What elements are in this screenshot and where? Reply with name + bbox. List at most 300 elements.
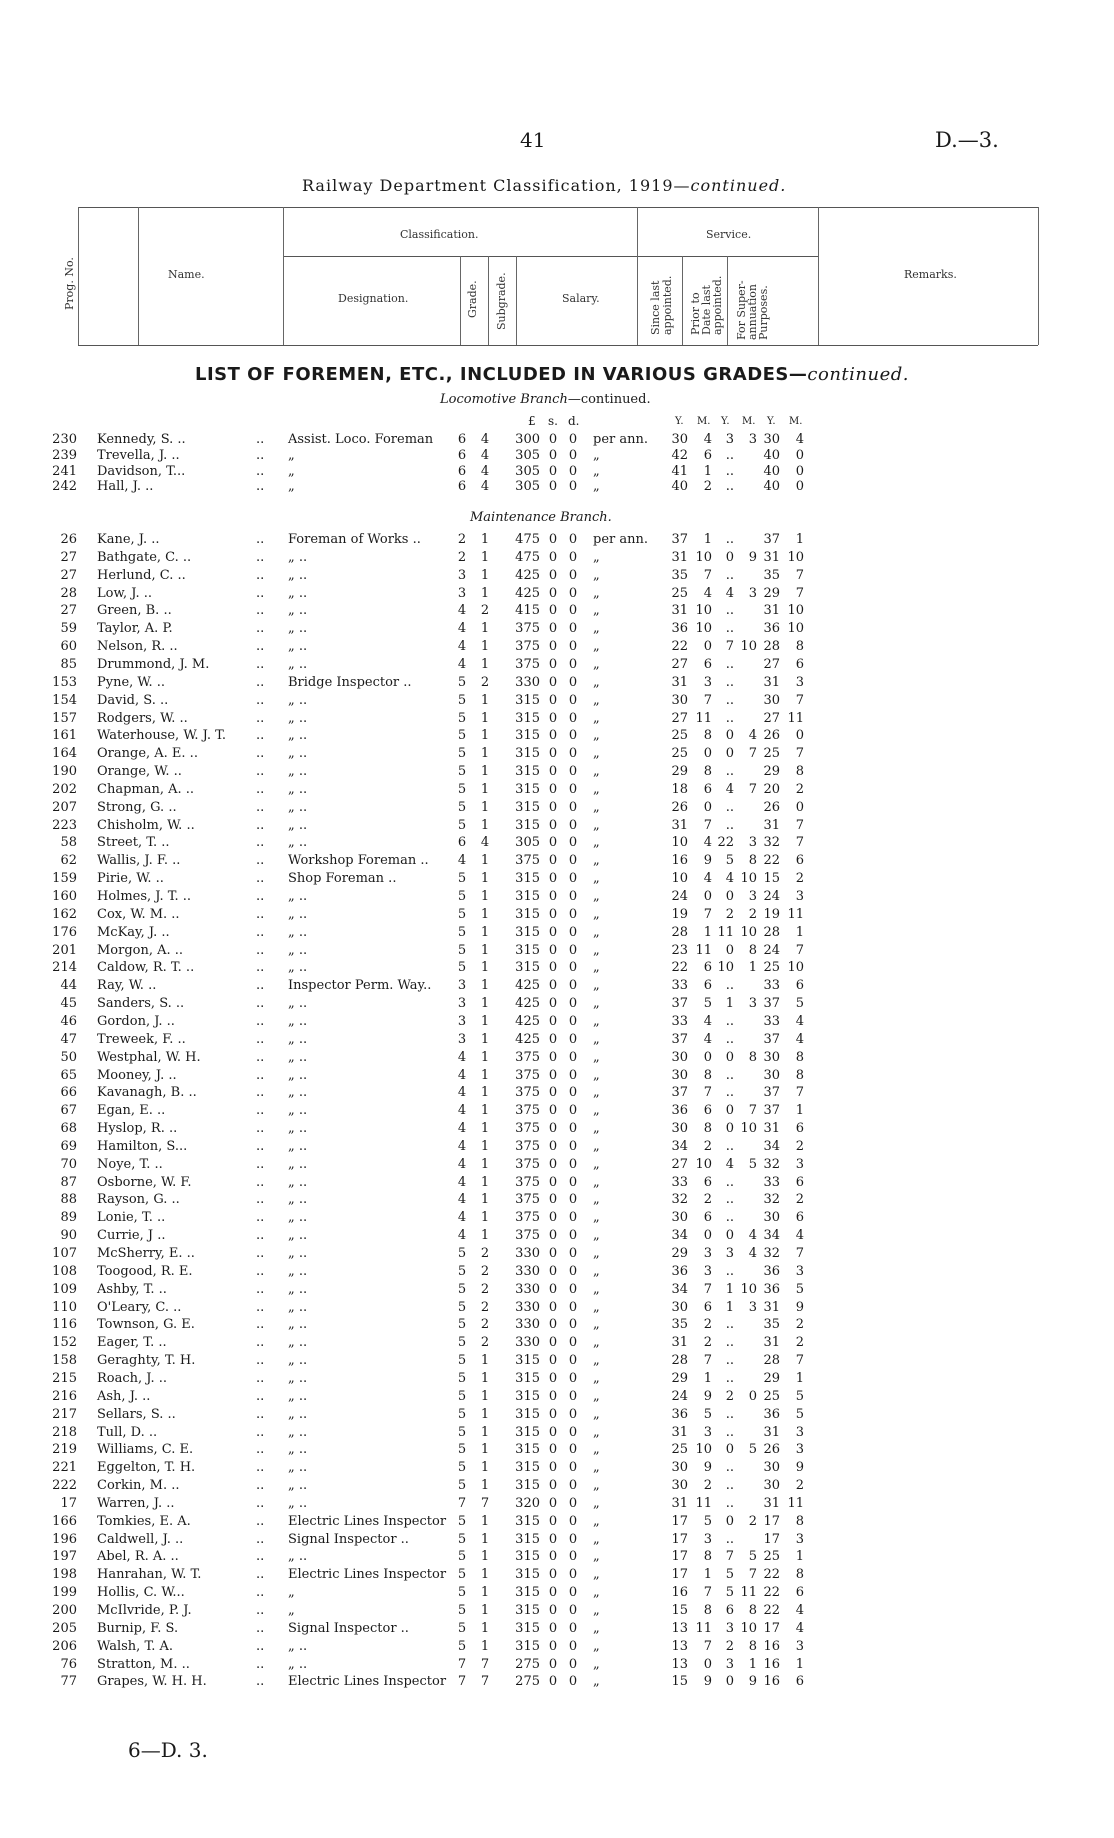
cell-salary-shillings: 0 — [548, 549, 558, 565]
cell-grade: 4 — [457, 603, 467, 619]
cell-designation: „ .. — [288, 1192, 308, 1208]
cell-prog-no: 50 — [60, 1049, 77, 1065]
cell-salary-pounds: 425 — [515, 585, 540, 601]
cell-since-years: 17 — [671, 1549, 688, 1565]
cell-super-months: 7 — [795, 746, 804, 762]
cell-name: Roach, J. .. — [97, 1370, 168, 1386]
cell-grade: 5 — [457, 1317, 467, 1333]
cell-prior-years: .. — [725, 1263, 734, 1279]
cell-subgrade: 1 — [480, 1085, 490, 1101]
cell-super-years: 26 — [763, 799, 780, 815]
cell-salary-pence: 0 — [568, 1495, 578, 1511]
cell-grade: 4 — [457, 1085, 467, 1101]
cell-name: Tomkies, E. A. — [97, 1513, 191, 1529]
cell-prior-years: 0 — [725, 942, 734, 958]
cell-salary-pence: 0 — [568, 728, 578, 744]
cell-salary-pence: 0 — [568, 447, 578, 463]
cell-salary-pence: 0 — [568, 1067, 578, 1083]
cell-subgrade: 1 — [480, 1228, 490, 1244]
cell-prior-months: 9 — [748, 1674, 757, 1690]
cell-name: Mooney, J. .. — [97, 1067, 177, 1083]
cell-super-months: 5 — [795, 1406, 804, 1422]
list-heading — [195, 364, 909, 385]
cell-leader-dots: .. — [256, 817, 265, 833]
cell-salary-period: per ann. — [593, 432, 648, 447]
cell-leader-dots: .. — [256, 746, 265, 762]
cell-super-months: 6 — [795, 1121, 804, 1137]
cell-super-months: 6 — [795, 978, 804, 994]
cell-since-years: 10 — [671, 835, 688, 851]
cell-salary-pounds: 330 — [515, 674, 540, 690]
cell-name: Hollis, C. W... — [97, 1585, 185, 1601]
cell-name: Abel, R. A. .. — [97, 1549, 179, 1565]
cell-salary-pounds: 375 — [515, 1067, 540, 1083]
cell-designation: „ — [288, 463, 295, 479]
cell-name: Eager, T. .. — [97, 1335, 167, 1351]
cell-prior-years: 3 — [725, 1246, 734, 1261]
cell-salary-shillings: 0 — [548, 1585, 558, 1601]
cell-subgrade: 1 — [480, 1370, 490, 1386]
cell-designation: „ .. — [288, 889, 308, 904]
cell-prior-years: .. — [725, 1317, 734, 1333]
cell-since-years: 40 — [671, 479, 688, 495]
cell-name: Hamilton, S... — [97, 1138, 188, 1154]
cell-since-years: 30 — [671, 1460, 688, 1476]
cell-super-years: 31 — [763, 1424, 780, 1440]
cell-salary-pounds: 315 — [515, 764, 540, 780]
cell-prior-years: 0 — [725, 1121, 734, 1137]
cell-grade: 5 — [457, 746, 467, 762]
cell-salary-period: „ — [593, 585, 600, 601]
cell-since-months: 8 — [703, 1603, 712, 1618]
cell-salary-pence: 0 — [568, 1656, 578, 1672]
cell-prior-months: 8 — [748, 1638, 757, 1654]
cell-subgrade: 1 — [480, 1585, 490, 1601]
cell-name: Orange, A. E. .. — [97, 746, 198, 762]
cell-name: Lonie, T. .. — [97, 1210, 166, 1226]
cell-prior-months: 10 — [740, 871, 757, 887]
cell-name: Taylor, A. P. — [97, 621, 173, 637]
cell-name: Caldow, R. T. .. — [97, 960, 195, 976]
cell-leader-dots: .. — [256, 924, 265, 940]
cell-salary-pounds: 315 — [515, 710, 540, 726]
cell-leader-dots: .. — [256, 1603, 265, 1618]
cell-prior-months: 7 — [748, 1567, 757, 1583]
cell-subgrade: 4 — [480, 479, 490, 495]
cell-prog-no: 223 — [52, 817, 77, 833]
cell-since-months: 0 — [703, 1049, 712, 1065]
cell-prior-years: 22 — [717, 835, 734, 851]
cell-since-years: 18 — [671, 781, 688, 797]
cell-salary-period: „ — [593, 835, 600, 851]
cell-name: Hall, J. .. — [97, 479, 154, 495]
cell-since-years: 25 — [671, 728, 688, 744]
cell-subgrade: 1 — [480, 1103, 490, 1119]
cell-leader-dots: .. — [256, 1103, 265, 1119]
cell-designation: „ .. — [288, 799, 308, 815]
cell-super-months: 5 — [795, 1388, 804, 1404]
cell-leader-dots: .. — [256, 960, 265, 976]
cell-salary-pounds: 320 — [515, 1495, 540, 1511]
cell-salary-period: „ — [593, 1567, 600, 1583]
cell-salary-period: „ — [593, 1495, 600, 1511]
cell-super-years: 30 — [763, 1478, 780, 1494]
cell-salary-pence: 0 — [568, 1031, 578, 1047]
cell-salary-pence: 0 — [568, 871, 578, 887]
cell-since-months: 0 — [703, 746, 712, 762]
cell-super-months: 7 — [795, 835, 804, 851]
cell-grade: 5 — [457, 1370, 467, 1386]
cell-subgrade: 1 — [480, 1603, 490, 1618]
cell-super-years: 36 — [763, 1406, 780, 1422]
cell-salary-pence: 0 — [568, 1299, 578, 1315]
cell-prog-no: 162 — [52, 906, 77, 922]
cell-salary-period: „ — [593, 549, 600, 565]
cell-leader-dots: .. — [256, 1638, 265, 1654]
cell-since-months: 11 — [695, 942, 712, 958]
cell-since-months: 0 — [703, 1656, 712, 1672]
cell-salary-pence: 0 — [568, 1263, 578, 1279]
cell-super-years: 30 — [763, 1460, 780, 1476]
cell-salary-shillings: 0 — [548, 781, 558, 797]
cell-leader-dots: .. — [256, 567, 265, 583]
header-superannuation: For Super- annuation Purposes. — [735, 280, 770, 340]
cell-since-months: 10 — [695, 621, 712, 637]
cell-designation: „ .. — [288, 1103, 308, 1119]
cell-super-months: 8 — [795, 1049, 804, 1065]
cell-salary-shillings: 0 — [548, 1192, 558, 1208]
cell-salary-pence: 0 — [568, 817, 578, 833]
cell-since-years: 42 — [671, 447, 688, 463]
cell-salary-shillings: 0 — [548, 1478, 558, 1494]
cell-prog-no: 28 — [60, 585, 77, 601]
cell-name: Herlund, C. .. — [97, 567, 186, 583]
cell-salary-pounds: 425 — [515, 978, 540, 994]
cell-grade: 3 — [457, 978, 467, 994]
cell-prior-years: 11 — [717, 924, 734, 940]
cell-grade: 5 — [457, 1620, 467, 1636]
cell-prog-no: 242 — [52, 479, 77, 495]
cell-salary-pence: 0 — [568, 567, 578, 583]
cell-name: Pyne, W. .. — [97, 674, 166, 690]
cell-salary-period: „ — [593, 1013, 600, 1029]
cell-since-months: 9 — [703, 1388, 712, 1404]
cell-salary-pounds: 375 — [515, 1192, 540, 1208]
cell-grade: 5 — [457, 1281, 467, 1297]
cell-since-months: 2 — [703, 1138, 712, 1154]
cell-salary-period: „ — [593, 1335, 600, 1351]
cell-salary-period: „ — [593, 603, 600, 619]
cell-since-months: 4 — [703, 871, 712, 887]
cell-since-months: 1 — [703, 532, 712, 547]
cell-super-months: 10 — [787, 603, 804, 619]
cell-salary-period: „ — [593, 906, 600, 922]
cell-grade: 4 — [457, 1192, 467, 1208]
cell-prior-years: 0 — [725, 728, 734, 744]
cell-name: Gordon, J. .. — [97, 1013, 175, 1029]
cell-salary-pounds: 300 — [515, 432, 540, 447]
cell-prog-no: 216 — [52, 1388, 77, 1404]
cell-grade: 4 — [457, 1121, 467, 1137]
cell-since-years: 28 — [671, 1353, 688, 1369]
cell-designation: „ .. — [288, 1121, 308, 1137]
cell-leader-dots: .. — [256, 1031, 265, 1047]
cell-prior-months: 9 — [748, 549, 757, 565]
cell-subgrade: 4 — [480, 463, 490, 479]
cell-super-months: 4 — [795, 1620, 804, 1636]
cell-salary-shillings: 0 — [548, 1210, 558, 1226]
cell-prior-years: 4 — [725, 871, 734, 887]
cell-salary-pounds: 315 — [515, 1424, 540, 1440]
cell-salary-pounds: 330 — [515, 1246, 540, 1261]
cell-name: Burnip, F. S. — [97, 1620, 179, 1636]
cell-super-years: 30 — [763, 1067, 780, 1083]
cell-since-years: 25 — [671, 585, 688, 601]
cell-since-months: 8 — [703, 728, 712, 744]
cell-super-months: 11 — [787, 710, 804, 726]
cell-designation: „ .. — [288, 603, 308, 619]
cell-subgrade: 1 — [480, 889, 490, 904]
list-heading-continued: continued. — [807, 364, 909, 385]
cell-super-years: 30 — [763, 1049, 780, 1065]
cell-subgrade: 1 — [480, 1174, 490, 1190]
cell-salary-shillings: 0 — [548, 942, 558, 958]
cell-prior-years: .. — [725, 1370, 734, 1386]
cell-salary-period: „ — [593, 1513, 600, 1529]
cell-salary-pounds: 315 — [515, 960, 540, 976]
cell-salary-pence: 0 — [568, 1674, 578, 1690]
cell-name: Toogood, R. E. — [97, 1263, 193, 1279]
cell-salary-pounds: 315 — [515, 1620, 540, 1636]
cell-salary-pounds: 375 — [515, 1228, 540, 1244]
cell-since-years: 23 — [671, 942, 688, 958]
cell-since-years: 30 — [671, 1067, 688, 1083]
cell-salary-shillings: 0 — [548, 906, 558, 922]
cell-prior-years: .. — [725, 1460, 734, 1476]
cell-leader-dots: .. — [256, 728, 265, 744]
cell-since-years: 13 — [671, 1620, 688, 1636]
cell-prog-no: 116 — [52, 1317, 77, 1333]
cell-since-months: 3 — [703, 1531, 712, 1547]
cell-leader-dots: .. — [256, 1210, 265, 1226]
cell-subgrade: 1 — [480, 1620, 490, 1636]
cell-prior-months: 8 — [748, 1049, 757, 1065]
cell-prog-no: 69 — [60, 1138, 77, 1154]
cell-super-years: 22 — [763, 1585, 780, 1601]
cell-name: Nelson, R. .. — [97, 639, 178, 655]
unit-months-1: M. — [697, 416, 711, 427]
cell-salary-period: „ — [593, 942, 600, 958]
cell-super-years: 32 — [763, 1246, 780, 1261]
cell-designation: „ .. — [288, 728, 308, 744]
cell-leader-dots: .. — [256, 674, 265, 690]
unit-months-3: M. — [789, 416, 803, 427]
cell-salary-shillings: 0 — [548, 1031, 558, 1047]
cell-prior-months: 0 — [748, 1388, 757, 1404]
cell-salary-pounds: 375 — [515, 853, 540, 869]
cell-prior-years: 5 — [725, 1567, 734, 1583]
cell-salary-pence: 0 — [568, 656, 578, 672]
cell-super-years: 40 — [763, 447, 780, 463]
cell-since-years: 37 — [671, 532, 688, 547]
cell-super-months: 4 — [795, 1228, 804, 1244]
cell-super-months: 9 — [795, 1460, 804, 1476]
cell-salary-shillings: 0 — [548, 1138, 558, 1154]
cell-salary-period: „ — [593, 1317, 600, 1333]
cell-since-months: 6 — [703, 656, 712, 672]
cell-designation: „ .. — [288, 1388, 308, 1404]
cell-leader-dots: .. — [256, 1228, 265, 1244]
cell-prior-years: .. — [725, 621, 734, 637]
cell-salary-shillings: 0 — [548, 1513, 558, 1529]
section-locomotive-cont: —continued. — [567, 392, 651, 407]
cell-prog-no: 66 — [60, 1085, 77, 1101]
cell-salary-pounds: 315 — [515, 728, 540, 744]
cell-since-months: 6 — [703, 1103, 712, 1119]
cell-name: Caldwell, J. .. — [97, 1531, 184, 1547]
cell-prog-no: 241 — [52, 463, 77, 479]
cell-since-years: 30 — [671, 1121, 688, 1137]
cell-leader-dots: .. — [256, 835, 265, 851]
cell-grade: 5 — [457, 1603, 467, 1618]
cell-since-years: 32 — [671, 1192, 688, 1208]
cell-prog-no: 62 — [60, 853, 77, 869]
cell-name: Rayson, G. .. — [97, 1192, 180, 1208]
cell-prior-months: 3 — [748, 889, 757, 904]
cell-name: Cox, W. M. .. — [97, 906, 180, 922]
cell-super-years: 37 — [763, 1085, 780, 1101]
cell-name: Currie, J .. — [97, 1228, 166, 1244]
cell-subgrade: 7 — [480, 1656, 490, 1672]
cell-salary-shillings: 0 — [548, 1460, 558, 1476]
cell-prior-years: 3 — [725, 432, 734, 447]
cell-salary-pounds: 330 — [515, 1281, 540, 1297]
cell-since-months: 4 — [703, 585, 712, 601]
cell-designation: „ .. — [288, 1174, 308, 1190]
cell-salary-pounds: 415 — [515, 603, 540, 619]
cell-grade: 5 — [457, 924, 467, 940]
cell-salary-pounds: 315 — [515, 1442, 540, 1458]
cell-designation: „ .. — [288, 781, 308, 797]
cell-leader-dots: .. — [256, 1674, 265, 1690]
cell-since-years: 13 — [671, 1656, 688, 1672]
cell-subgrade: 4 — [480, 432, 490, 447]
cell-since-months: 11 — [695, 710, 712, 726]
cell-super-months: 6 — [795, 1674, 804, 1690]
cell-subgrade: 1 — [480, 1406, 490, 1422]
cell-designation: „ .. — [288, 1138, 308, 1154]
cell-salary-period: „ — [593, 1531, 600, 1547]
cell-super-years: 36 — [763, 1281, 780, 1297]
cell-salary-pence: 0 — [568, 1103, 578, 1119]
cell-prog-no: 67 — [60, 1103, 77, 1119]
page-footer: 6—D. 3. — [128, 1738, 208, 1762]
cell-subgrade: 1 — [480, 1210, 490, 1226]
cell-leader-dots: .. — [256, 942, 265, 958]
cell-leader-dots: .. — [256, 1424, 265, 1440]
cell-since-years: 36 — [671, 621, 688, 637]
cell-subgrade: 1 — [480, 549, 490, 565]
cell-since-years: 24 — [671, 889, 688, 904]
cell-since-years: 37 — [671, 1085, 688, 1101]
cell-salary-pence: 0 — [568, 1281, 578, 1297]
cell-super-months: 0 — [795, 799, 804, 815]
cell-prog-no: 159 — [52, 871, 77, 887]
cell-salary-shillings: 0 — [548, 567, 558, 583]
cell-subgrade: 1 — [480, 960, 490, 976]
cell-super-years: 30 — [763, 432, 780, 447]
cell-prior-years: .. — [725, 1424, 734, 1440]
cell-salary-period: „ — [593, 463, 600, 479]
cell-prior-years: 0 — [725, 1049, 734, 1065]
cell-subgrade: 1 — [480, 1156, 490, 1172]
cell-salary-pence: 0 — [568, 799, 578, 815]
cell-since-years: 27 — [671, 1156, 688, 1172]
cell-since-months: 6 — [703, 1299, 712, 1315]
cell-prior-months: 4 — [748, 1246, 757, 1261]
cell-leader-dots: .. — [256, 1192, 265, 1208]
cell-super-months: 7 — [795, 692, 804, 708]
cell-salary-pence: 0 — [568, 1388, 578, 1404]
cell-prog-no: 200 — [52, 1603, 77, 1618]
cell-designation: „ .. — [288, 1424, 308, 1440]
cell-subgrade: 2 — [480, 1317, 490, 1333]
cell-since-years: 31 — [671, 1424, 688, 1440]
cell-subgrade: 2 — [480, 1281, 490, 1297]
cell-designation: „ .. — [288, 1067, 308, 1083]
cell-salary-pence: 0 — [568, 1353, 578, 1369]
cell-super-months: 3 — [795, 1156, 804, 1172]
cell-prog-no: 70 — [60, 1156, 77, 1172]
cell-prog-no: 17 — [60, 1495, 77, 1511]
cell-grade: 6 — [457, 447, 467, 463]
cell-salary-shillings: 0 — [548, 603, 558, 619]
cell-salary-period: per ann. — [593, 532, 648, 547]
cell-salary-pounds: 315 — [515, 906, 540, 922]
cell-prog-no: 60 — [60, 639, 77, 655]
cell-grade: 4 — [457, 853, 467, 869]
cell-super-months: 10 — [787, 549, 804, 565]
cell-salary-period: „ — [593, 1299, 600, 1315]
cell-name: Ash, J. .. — [97, 1388, 151, 1404]
cell-subgrade: 1 — [480, 1638, 490, 1654]
cell-salary-period: „ — [593, 1638, 600, 1654]
cell-grade: 5 — [457, 906, 467, 922]
cell-subgrade: 1 — [480, 781, 490, 797]
cell-prog-no: 44 — [60, 978, 77, 994]
cell-leader-dots: .. — [256, 463, 265, 479]
cell-salary-shillings: 0 — [548, 1013, 558, 1029]
cell-grade: 5 — [457, 1638, 467, 1654]
cell-super-months: 9 — [795, 1299, 804, 1315]
cell-designation: Shop Foreman .. — [288, 871, 397, 887]
cell-prog-no: 161 — [52, 728, 77, 744]
cell-subgrade: 2 — [480, 1299, 490, 1315]
cell-prog-no: 230 — [52, 432, 77, 447]
cell-designation: „ .. — [288, 1228, 308, 1244]
header-designation: Designation. — [338, 292, 409, 305]
cell-grade: 5 — [457, 728, 467, 744]
cell-salary-pence: 0 — [568, 889, 578, 904]
cell-prior-months: 2 — [748, 1513, 757, 1529]
cell-salary-pounds: 315 — [515, 1353, 540, 1369]
cell-salary-shillings: 0 — [548, 1674, 558, 1690]
cell-salary-pounds: 375 — [515, 1121, 540, 1137]
cell-grade: 4 — [457, 1210, 467, 1226]
cell-since-years: 31 — [671, 1495, 688, 1511]
cell-super-years: 16 — [763, 1656, 780, 1672]
cell-designation: „ — [288, 1603, 295, 1618]
